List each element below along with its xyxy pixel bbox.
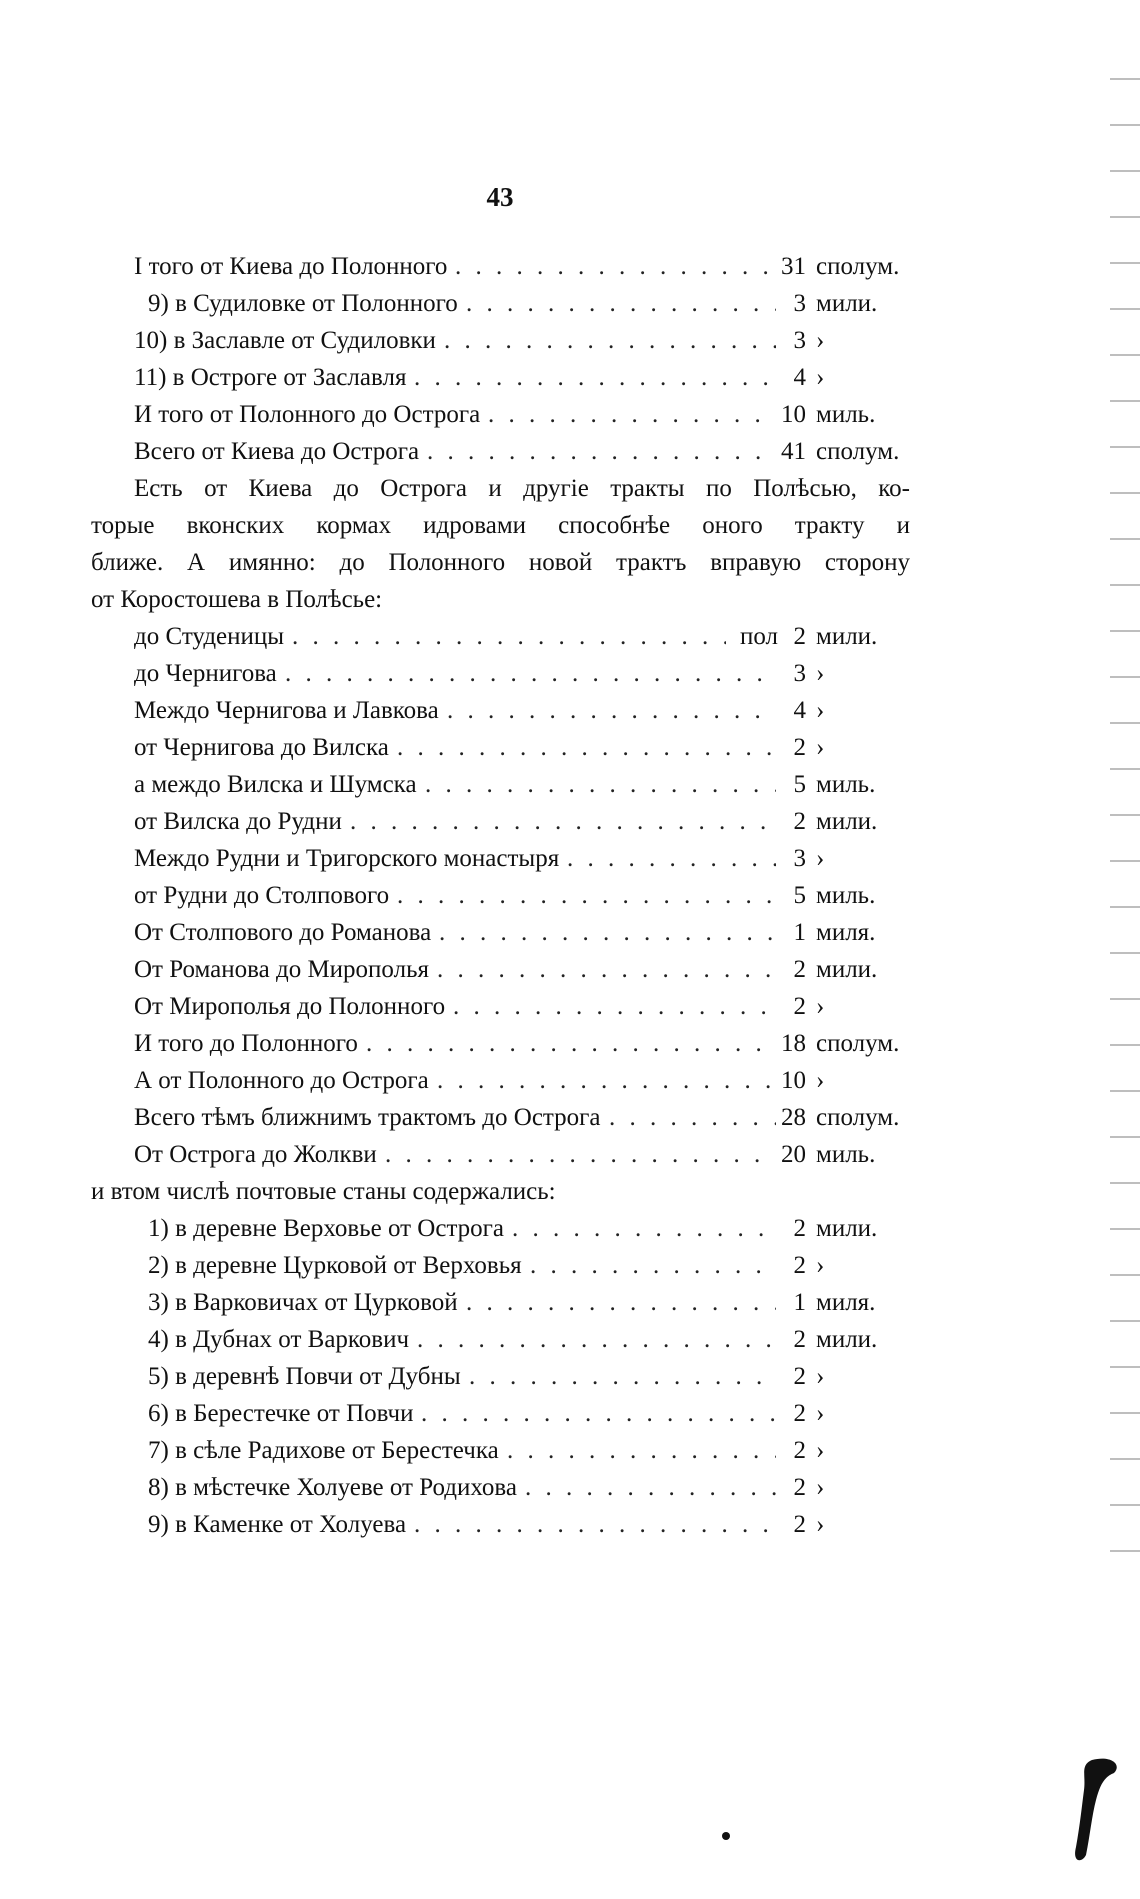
row-value: 2 [793,1400,806,1427]
row-value: 2 [793,1326,806,1353]
row-unit: мили. [816,956,878,983]
leader-dots [437,951,776,988]
table-row [0,1210,1140,1247]
row-value: 4 [793,697,806,724]
scan-edge-noise [1110,60,1140,1560]
row-unit: сполум. [816,1104,900,1131]
row-label: А от Полонного до Острога [134,1067,429,1094]
row-label: 7) в сѣле Радихове от Берестечка [148,1437,499,1464]
row-value: 3 [793,327,806,354]
table-row [0,1432,1140,1469]
row-unit: › [816,660,825,687]
table-row [0,877,1140,914]
row-unit: миля. [816,919,876,946]
table-row [0,1469,1140,1506]
row-label: Междо Рудни и Тригорского монастыря [134,845,560,872]
table-row [0,433,1140,470]
table-row [0,951,1140,988]
table-row [0,1321,1140,1358]
row-value: 4 [793,364,806,391]
ink-dot [722,1832,730,1840]
row-label: 9) в Судиловке от Полонного [148,290,458,317]
row-unit: мили. [816,1215,878,1242]
leader-dots [488,396,776,433]
leader-dots [414,359,776,396]
row-value: 2 [793,993,806,1020]
leader-dots [469,1358,776,1395]
table-row [0,729,1140,766]
row-unit: › [816,1474,825,1501]
row-label: Всего от Киева до Острога [134,438,420,465]
leader-dots [466,285,776,322]
row-unit: сполум. [816,438,900,465]
row-label: 2) в деревне Цурковой от Верховья [148,1252,522,1279]
leader-dots [530,1247,776,1284]
row-unit: мили. [816,808,878,835]
leader-dots [285,655,776,692]
row-label: И того от Полонного до Острога [134,401,481,428]
leader-dots [350,803,776,840]
table-row [0,655,1140,692]
table-row [0,248,1140,285]
leader-dots [512,1210,776,1247]
row-unit: сполум. [816,253,900,280]
row-unit: сполум. [816,1030,900,1057]
row-value: 2 [793,1437,806,1464]
row-label: І того от Киева до Полонного [134,253,448,280]
row-label: От Столпового до Романова [134,919,432,946]
row-unit: миль. [816,882,876,909]
leader-dots [444,322,776,359]
table-row [0,1099,1140,1136]
row-value: 3 [793,290,806,317]
leader-dots [414,1506,776,1543]
row-label: 8) в мѣстечке Холуеве от Родихова [148,1474,517,1501]
row-unit: мили. [816,623,878,650]
row-value: 10 [781,1067,806,1094]
ink-blot [1052,1755,1122,1865]
leader-dots [567,840,776,877]
row-label: от Чернигова до Вилска [134,734,389,761]
row-unit: миль. [816,771,876,798]
row-value: 2 [793,1511,806,1538]
page-number: 43 [486,182,514,212]
row-value: 5 [793,771,806,798]
row-value: 28 [781,1104,806,1131]
row-label: от Вилска до Рудни [134,808,342,835]
table-row [0,803,1140,840]
paragraph [0,470,1140,618]
table-row [0,1284,1140,1321]
leader-dots [292,618,726,655]
row-label: до Чернигова [134,660,277,687]
leader-dots [447,692,776,729]
row-label: Всего тѣмъ ближнимъ трактомъ до Острога [134,1104,601,1131]
leader-dots [397,729,776,766]
leader-dots [525,1469,776,1506]
row-value: 20 [781,1141,806,1168]
table-row [0,914,1140,951]
row-value: 3 [793,845,806,872]
row-unit: мили. [816,1326,878,1353]
row-label: От Мирополья до Полонного [134,993,446,1020]
table-row [0,322,1140,359]
row-label: 4) в Дубнах от Варкович [148,1326,410,1353]
row-label: 10) в Заславле от Судиловки [134,327,436,354]
row-value: 3 [793,660,806,687]
table-row [0,359,1140,396]
row-label: 11) в Остроге от Заславля [134,364,407,391]
row-value: 18 [781,1030,806,1057]
paragraph-line: ближе. А имянно: до Полонного новой трактъ вправую сторону [91,549,910,576]
leader-dots [455,248,776,285]
section-lead: и втом числѣ почтовые станы содержались: [91,1178,556,1205]
row-value: 41 [781,438,806,465]
row-unit: › [816,993,825,1020]
row-value: 2 [793,734,806,761]
leader-dots [453,988,776,1025]
leader-dots [366,1025,776,1062]
row-label: 3) в Варковичах от Цурковой [148,1289,458,1316]
table-row [0,1136,1140,1173]
row-unit: › [816,734,825,761]
row-unit: › [816,1067,825,1094]
row-label: 6) в Берестечке от Повчи [148,1400,414,1427]
leader-dots [427,433,776,470]
table-row [0,692,1140,729]
leader-dots [421,1395,776,1432]
leader-dots [417,1321,776,1358]
leader-dots [466,1284,776,1321]
leader-dots [439,914,776,951]
table-row [0,766,1140,803]
paragraph-line: Есть от Киева до Острога и другіе тракты по Полѣсью, ко- [134,475,910,502]
row-unit: › [816,364,825,391]
leader-dots [609,1099,776,1136]
paragraph-line: от Коростошева в Полѣсье: [91,586,383,613]
row-unit: › [816,1363,825,1390]
leader-dots [425,766,776,803]
row-label: Междо Чернигова и Лавкова [134,697,439,724]
row-value: 10 [781,401,806,428]
leader-dots [437,1062,776,1099]
table-row [0,285,1140,322]
table-row [0,840,1140,877]
row-value: 31 [781,253,806,280]
row-label: От Романова до Мирополья [134,956,429,983]
table-row [0,1358,1140,1395]
row-value: 1 [793,1289,806,1316]
row-value: 2 [793,1363,806,1390]
row-unit: миль. [816,1141,876,1168]
table-row [0,1395,1140,1432]
row-value: 2 [793,1252,806,1279]
table-row [0,988,1140,1025]
row-unit: миль. [816,401,876,428]
row-label: а междо Вилска и Шумска [134,771,417,798]
row-unit: миля. [816,1289,876,1316]
row-prefix: пол [739,623,778,650]
row-unit: › [816,697,825,724]
row-unit: мили. [816,290,878,317]
row-label: до Студеницы [134,623,285,650]
row-unit: › [816,1437,825,1464]
table-row [0,1247,1140,1284]
row-value: 1 [793,919,806,946]
table-row [0,618,1140,655]
row-unit: › [816,1511,825,1538]
row-value: 2 [793,1474,806,1501]
row-label: 5) в деревнѣ Повчи от Дубны [148,1363,461,1390]
row-label: 9) в Каменке от Холуева [148,1511,407,1538]
row-value: 2 [793,623,806,650]
table-row [0,396,1140,433]
row-unit: › [816,1252,825,1279]
row-value: 2 [793,956,806,983]
row-unit: › [816,845,825,872]
table-row [0,1025,1140,1062]
row-value: 2 [793,808,806,835]
row-unit: › [816,1400,825,1427]
row-label: И того до Полонного [134,1030,358,1057]
row-label: от Рудни до Столпового [134,882,390,909]
table-row [0,1506,1140,1543]
paragraph-line: торые вконских кормах идровами способнѣе оного тракту и [91,512,910,539]
leader-dots [385,1136,776,1173]
row-value: 5 [793,882,806,909]
row-label: 1) в деревне Верховье от Острога [148,1215,505,1242]
row-unit: › [816,327,825,354]
page-content [0,248,1140,1543]
leader-dots [507,1432,776,1469]
table-row [0,1062,1140,1099]
leader-dots [397,877,776,914]
row-value: 2 [793,1215,806,1242]
row-label: От Острога до Жолкви [134,1141,377,1168]
